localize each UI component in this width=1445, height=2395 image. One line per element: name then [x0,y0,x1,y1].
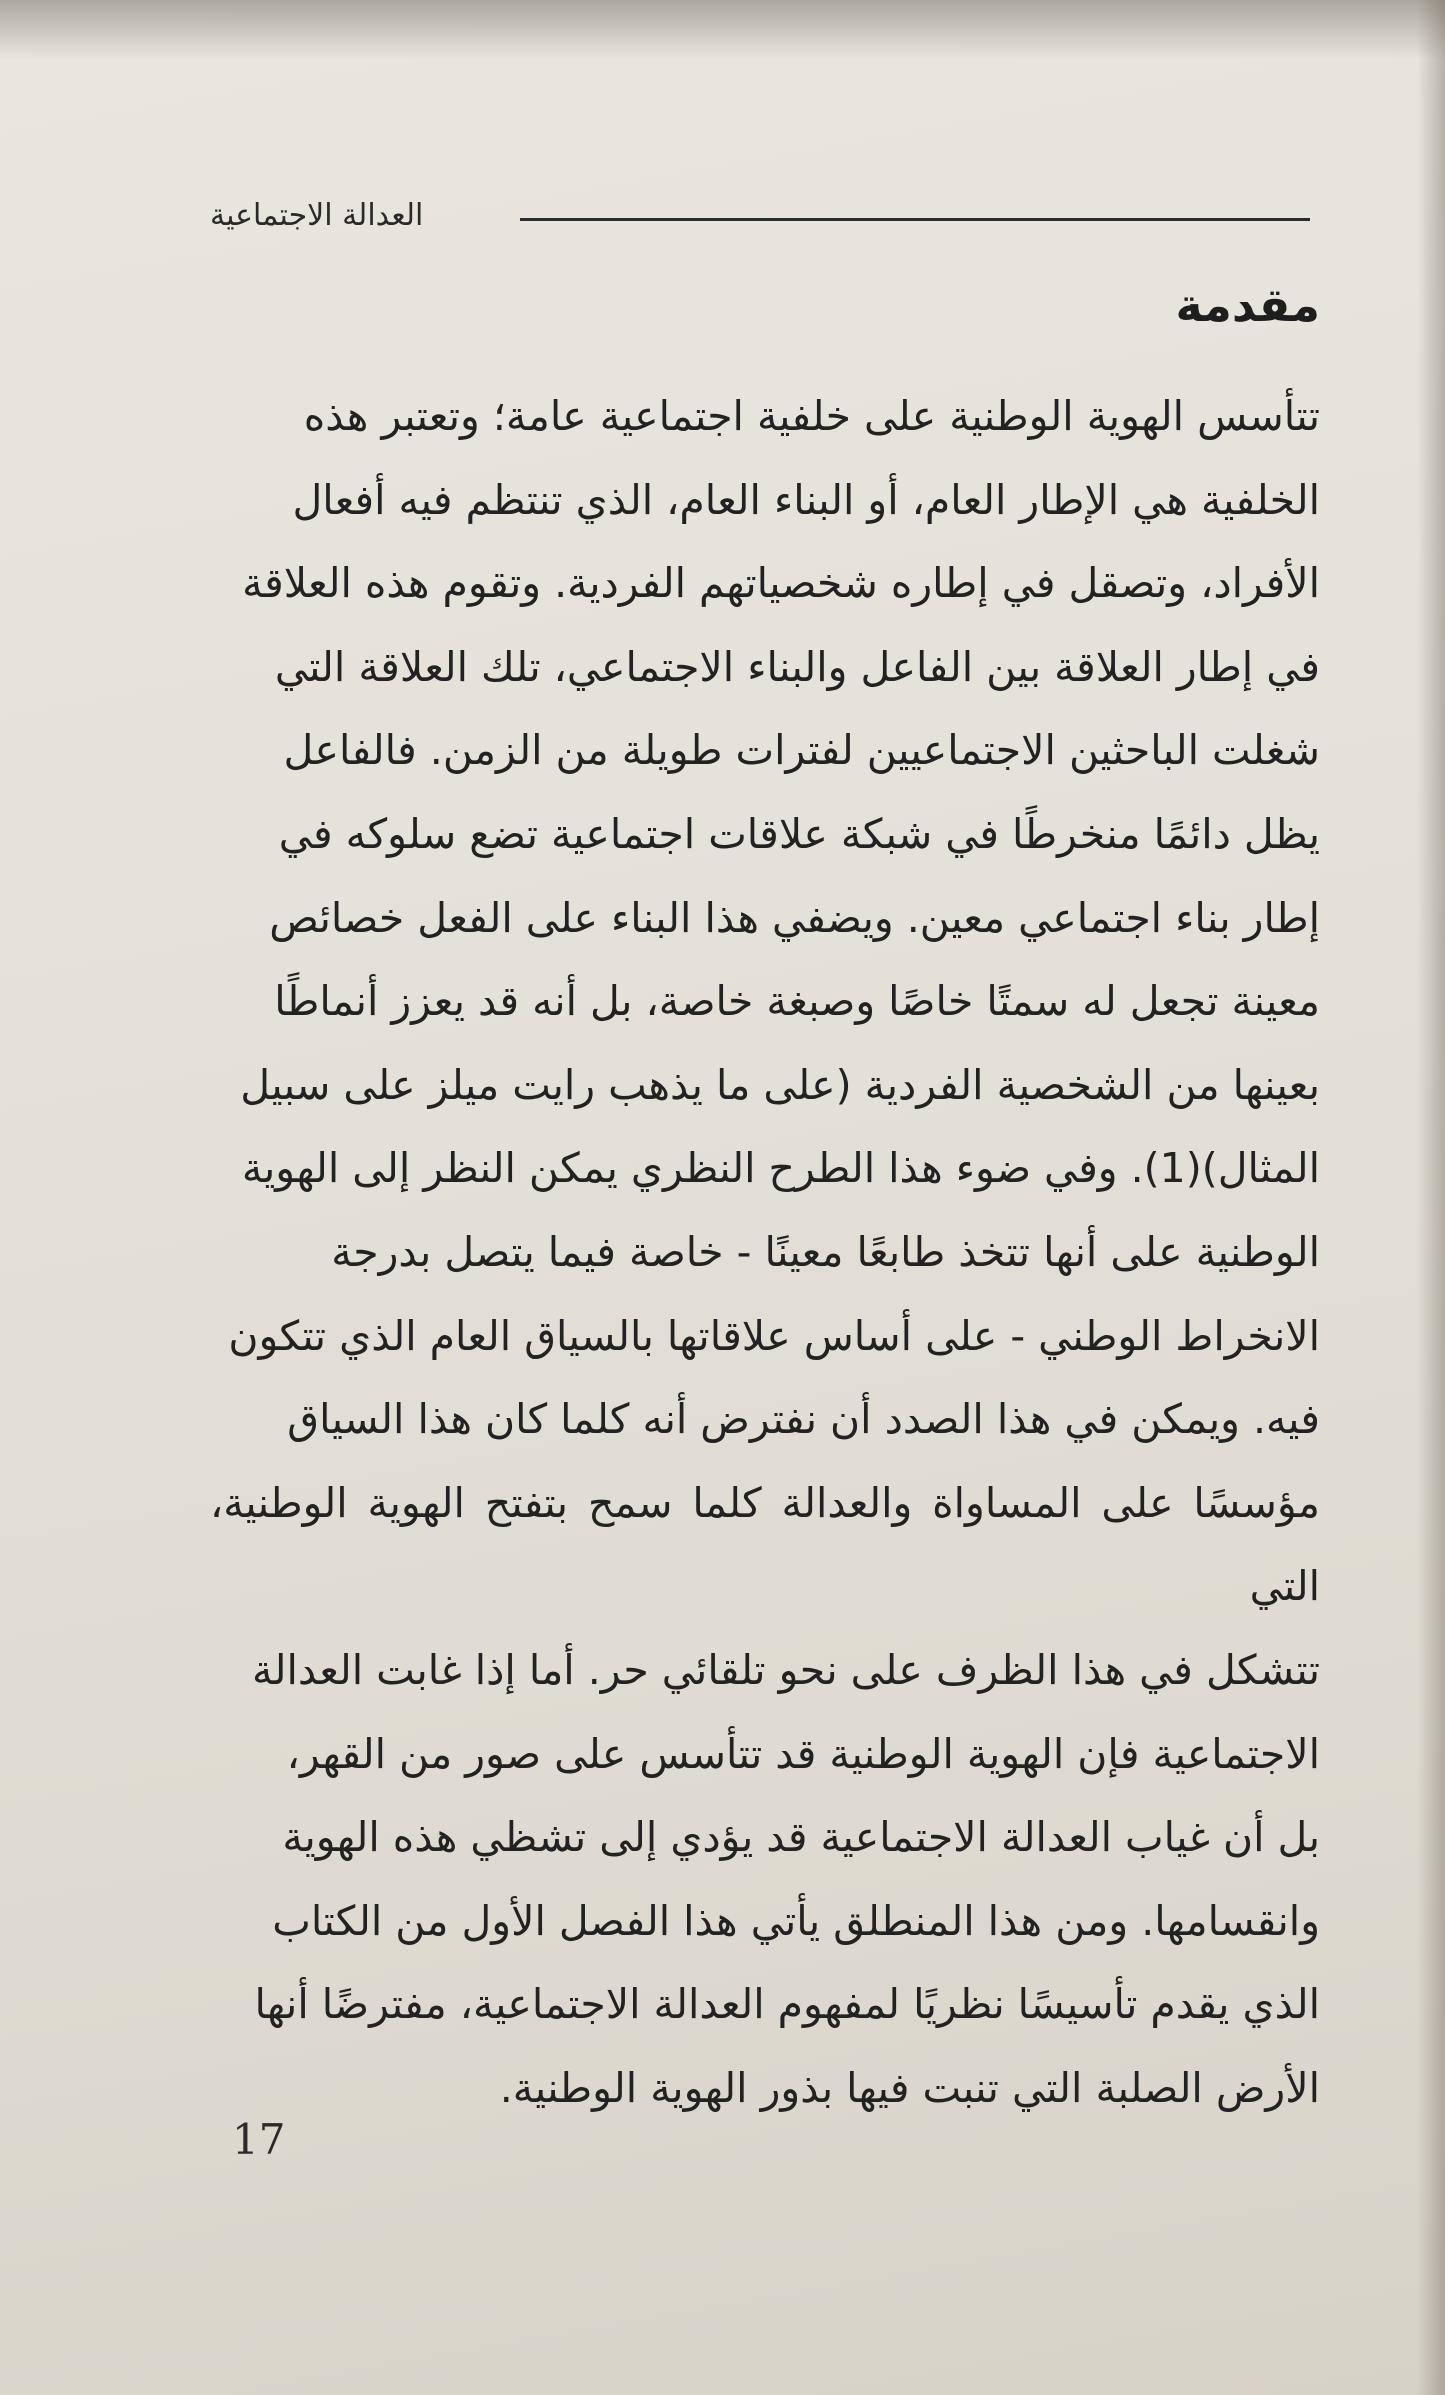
page-edge-shadow [1417,0,1445,2395]
running-header [210,198,1310,248]
header-rule [520,218,1310,221]
page-number: 17 [232,2115,286,2164]
page-top-shadow [0,0,1445,60]
section-heading: مقدمة [1175,278,1320,332]
running-title: العدالة الاجتماعية [210,198,424,233]
body-paragraph: تتأسس الهوية الوطنية على خلفية اجتماعية عامة؛ وتعتبر هذه الخلفية هي الإطار العام، أو البناء العام، الذي تنتظم فيه أفعال الأفراد، وتصقل في إطاره شخصياتهم الفردية. وتقوم هذه العلاقة في إطار العلاقة بين الفاعل والبناء الاجتماعي، تلك العلاقة التي شغلت الباحثين الاجتماعيين لفترات طويلة من الزمن. فالفاعل يظل دائمًا منخرطًا في شبكة علاقات اجتماعية تضع سلوكه في إطار بناء اجتماعي معين. ويضفي هذا البناء على الفعل خصائص معينة تجعل له سمتًا خاصًا وصبغة خاصة، بل أنه قد يعزز أنماطًا بعينها من الشخصية الفردية (على ما يذهب رايت ميلز على سبيل المثال)(1). وفي ضوء هذا الطرح النظري يمكن النظر إلى الهوية الوطنية على أنها تتخذ طابعًا معينًا - خاصة فيما يتصل بدرجة الانخراط الوطني - على أساس علاقاتها بالسياق العام الذي تتكون فيه. ويمكن في هذا الصدد أن نفترض أنه كلما كان هذا السياق مؤسسًا على المساواة والعدالة كلما سمح بتفتح الهوية الوطنية، التي تتشكل في هذا الظرف على نحو تلقائي حر. أما إذا غابت العدالة الاجتماعية فإن الهوية الوطنية قد تتأسس على صور من القهر، بل أن غياب العدالة الاجتماعية قد يؤدي إلى تشظي هذه الهوية وانقسامها. ومن هذا المنطلق يأتي هذا الفصل الأول من الكتاب الذي يقدم تأسيسًا نظريًا لمفهوم العدالة الاجتماعية، مفترضًا أنها الأرض الصلبة التي تنبت فيها بذور الهوية الوطنية. [210,392,1320,2112]
